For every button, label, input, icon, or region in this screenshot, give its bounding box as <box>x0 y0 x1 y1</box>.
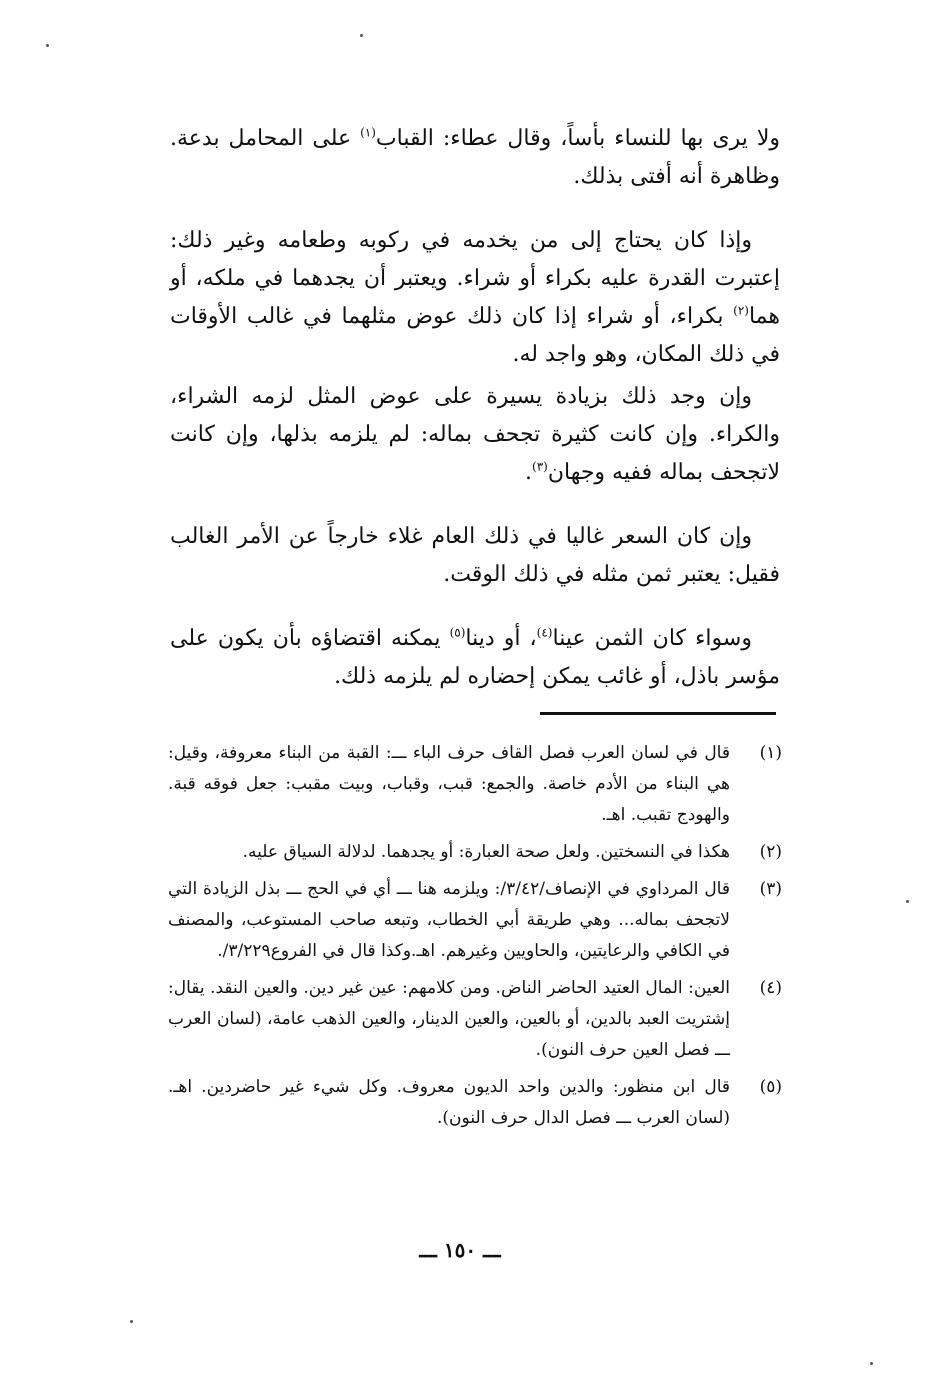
paragraph-2 <box>170 222 780 374</box>
footnote-3 <box>168 874 782 967</box>
footnote-ref-4[interactable]: (٤) <box>536 625 553 640</box>
paragraph-text: ، أو دينا <box>465 626 537 651</box>
footnote-5 <box>168 1072 782 1134</box>
footnotes-section <box>168 738 782 1140</box>
footnote-ref-5[interactable]: (٥) <box>449 625 466 640</box>
paragraph-text: ولا يرى بها للنساء بأساً، وقال عطاء: القباب <box>375 126 780 151</box>
paragraph-text: وإن كان السعر غاليا في ذلك العام غلاء خارجاً عن الأمر الغالب فقيل: يعتبر ثمن مثله في ذلك الوقت. <box>170 524 780 587</box>
footnote-text: هكذا في النسختين. ولعل صحة العبارة: أو يجدهما. لدلالة السياق عليه. <box>242 842 730 862</box>
footnote-text: قال في لسان العرب فصل القاف حرف الباء ـــ: القبة من البناء معروفة، وقيل: هي البناء من الأدم خاصة. والجمع: قبب، وقباب، وبيت مقبب: جعل فوقه قبة. والهودج تقبب. اهـ. <box>168 743 730 825</box>
paragraph-text: وإذا كان يحتاج إلى من يخدمه في ركوبه وطعامه وغير ذلك: إعتبرت القدرة عليه بكراء أو شراء. ويعتبر أن يجدهما في ملكه، أو هما <box>170 228 780 329</box>
paragraph-4 <box>170 518 780 594</box>
scan-speck <box>130 1320 133 1323</box>
scan-speck <box>906 900 909 903</box>
paragraph-1 <box>170 120 780 196</box>
footnote-1 <box>168 738 782 831</box>
footnote-2 <box>168 837 782 868</box>
paragraph-5 <box>170 620 780 696</box>
footnote-ref-2[interactable]: (٢) <box>733 303 749 318</box>
scan-speck <box>870 1362 873 1365</box>
footnote-number: (٥) <box>759 1077 782 1097</box>
paragraph-text: وإن وجد ذلك بزيادة يسيرة على عوض المثل لزمه الشراء، والكراء. وإن كانت كثيرة تجحف بماله: لم يلزمه بذلها، وإن كانت لاتجحف بماله ففيه وجهان <box>170 384 780 485</box>
footnote-4 <box>168 973 782 1066</box>
footnote-number: (٤) <box>759 978 782 998</box>
footnote-text: قال ابن منظور: والدين واحد الديون معروف. وكل شيء غير حاضردين. اهـ. (لسان العرب ـــ فصل الدال حرف النون). <box>168 1077 730 1128</box>
footnote-number: (٣) <box>759 879 782 899</box>
paragraph-text: . <box>525 460 532 485</box>
paragraph-text: على المحامل بدعة. وظاهرة أنه أفتى بذلك. <box>170 126 780 189</box>
footnote-ref-1[interactable]: (١) <box>360 125 376 140</box>
paragraph-3 <box>170 378 780 492</box>
scan-speck <box>360 34 363 37</box>
scan-speck <box>46 44 49 47</box>
footnote-text: قال المرداوي في الإنصاف/٣/٤٢/: ويلزمه هنا ـــ أي في الحج ـــ بذل الزيادة التي لاتجحف بماله... وهي طريقة أبي الخطاب، وتبعه صاحب المستوعب، والمصنف في الكافي والرعايتين، والحاويين وغيرهم. اهـ.وكذا قال في الفروع٣/٢٢٩/. <box>168 879 730 961</box>
paragraph-text: يمكنه اقتضاؤه بأن يكون على مؤسر باذل، أو غائب يمكن إحضاره لم يلزمه ذلك. <box>170 626 780 689</box>
footnote-ref-3[interactable]: (٣) <box>532 459 548 474</box>
footnote-number: (٢) <box>759 842 782 862</box>
main-text <box>170 120 780 722</box>
footnote-text: العين: المال العتيد الحاضر الناض. ومن كلامهم: عين غير دين. والعين النقد. يقال: إشتريت العبد بالدين، أو بالعين، والعين الدينار، والعين الذهب عامة، (لسان العرب ـــ فصل العين حرف النون). <box>168 978 730 1060</box>
footnote-separator <box>540 712 776 715</box>
footnote-number: (١) <box>759 743 782 763</box>
page-number: ـــ ١٥٠ ـــ <box>419 1238 501 1262</box>
paragraph-text: وسواء كان الثمن عينا <box>552 626 752 651</box>
paragraph-text: بكراء، أو شراء إذا كان ذلك عوض مثلهما في غالب الأوقات في ذلك المكان، وهو واجد له. <box>170 304 780 367</box>
